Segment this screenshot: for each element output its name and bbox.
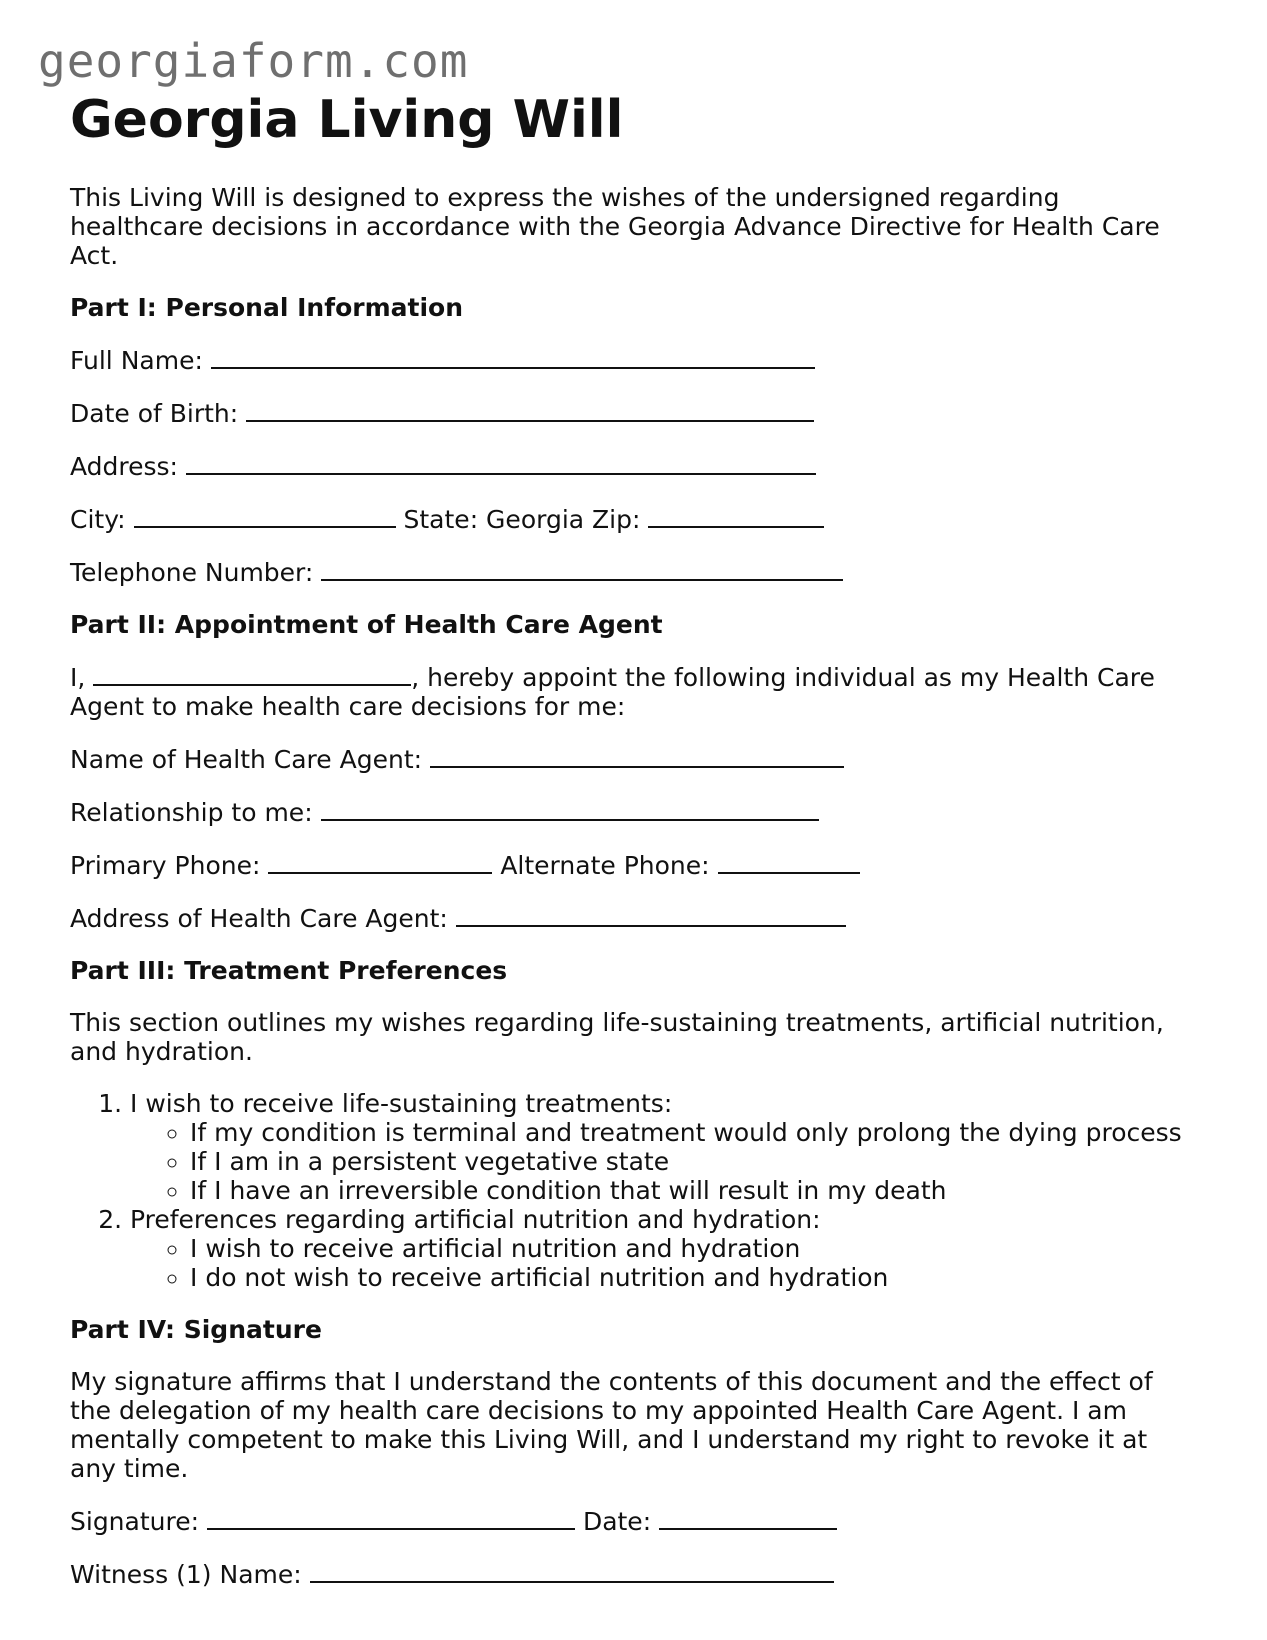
dob-field[interactable] xyxy=(246,398,814,422)
date-field[interactable] xyxy=(659,1506,837,1530)
city-row xyxy=(70,504,1200,534)
list-item: ◦ I do not wish to receive artificial nutrition and hydration xyxy=(190,1263,1200,1292)
full-name-field[interactable] xyxy=(211,345,815,369)
list-item: ◦ If my condition is terminal and treatment would only prolong the dying process xyxy=(190,1118,1200,1147)
address-label: Address: xyxy=(70,452,178,481)
telephone-row xyxy=(70,557,1200,587)
city-label: City: xyxy=(70,505,126,534)
list-item: ◦ If I am in a persistent vegetative state xyxy=(190,1147,1200,1176)
list-item: ◦ I wish to receive artificial nutrition and hydration xyxy=(190,1234,1200,1263)
witness1-label: Witness (1) Name: xyxy=(70,1560,302,1589)
telephone-label: Telephone Number: xyxy=(70,558,314,587)
part3-heading: Part III: Treatment Preferences xyxy=(70,956,508,985)
witness1-field[interactable] xyxy=(310,1559,834,1583)
part2-heading: Part II: Appointment of Health Care Agent xyxy=(70,610,663,639)
address-field[interactable] xyxy=(186,451,816,475)
treatment-item-1-text: I wish to receive life-sustaining treatments: xyxy=(130,1089,673,1118)
appoint-suffix: , hereby appoint the following individual as my Health Care Agent to make health care decisions for me: xyxy=(70,663,1155,721)
relationship-field[interactable] xyxy=(321,797,819,821)
date-label: Date: xyxy=(582,1507,652,1536)
list-item: ◦ If I have an irreversible condition that will result in my death xyxy=(190,1176,1200,1205)
relationship-label: Relationship to me: xyxy=(70,798,313,827)
signature-statement: My signature affirms that I understand the contents of this document and the effect of the delegation of my health care decisions to my appointed Health Care Agent. I am mentally competent to make this Living Will, and I understand my right to revoke it at any time. xyxy=(70,1367,1153,1483)
agent-name-label: Name of Health Care Agent: xyxy=(70,745,423,774)
dob-label: Date of Birth: xyxy=(70,399,239,428)
telephone-field[interactable] xyxy=(321,557,843,581)
principal-name-field[interactable] xyxy=(93,662,411,686)
alternate-phone-field[interactable] xyxy=(718,850,860,874)
treatment-item-2-sublist xyxy=(130,1234,1200,1292)
primary-phone-field[interactable] xyxy=(268,850,492,874)
full-name-label: Full Name: xyxy=(70,346,203,375)
treatment-item-2 xyxy=(130,1205,1200,1292)
treatment-list xyxy=(70,1089,1200,1292)
agent-name-field[interactable] xyxy=(430,744,844,768)
part3-intro: This section outlines my wishes regarding life-sustaining treatments, artificial nutrition, and hydration. xyxy=(70,1008,1164,1066)
part1-heading: Part I: Personal Information xyxy=(70,293,464,322)
treatment-item-1-sublist xyxy=(130,1118,1200,1205)
full-name-row xyxy=(70,345,1200,375)
state-zip-label: State: Georgia Zip: xyxy=(403,505,641,534)
part4-heading: Part IV: Signature xyxy=(70,1315,322,1344)
dob-row xyxy=(70,398,1200,428)
document-page xyxy=(70,88,1200,1612)
witness1-row xyxy=(70,1559,1200,1589)
zip-field[interactable] xyxy=(648,504,824,528)
alternate-phone-label: Alternate Phone: xyxy=(500,851,710,880)
document-title: Georgia Living Will xyxy=(70,90,624,150)
signature-field[interactable] xyxy=(207,1506,575,1530)
agent-address-label: Address of Health Care Agent: xyxy=(70,904,448,933)
agent-address-row xyxy=(70,903,1200,933)
phone-row xyxy=(70,850,1200,880)
address-row xyxy=(70,451,1200,481)
agent-address-field[interactable] xyxy=(456,903,846,927)
primary-phone-label: Primary Phone: xyxy=(70,851,261,880)
watermark: georgiaform.com xyxy=(38,34,469,88)
signature-label: Signature: xyxy=(70,1507,200,1536)
treatment-item-1 xyxy=(130,1089,1200,1205)
appoint-prefix: I, xyxy=(70,663,86,692)
signature-row xyxy=(70,1506,1200,1536)
city-field[interactable] xyxy=(134,504,396,528)
appoint-row xyxy=(70,662,1200,721)
relationship-row xyxy=(70,797,1200,827)
intro-paragraph: This Living Will is designed to express the wishes of the undersigned regarding healthcare decisions in accordance with the Georgia Advance Directive for Health Care Act. xyxy=(70,183,1160,270)
agent-name-row xyxy=(70,744,1200,774)
treatment-item-2-text: Preferences regarding artificial nutrition and hydration: xyxy=(130,1205,821,1234)
